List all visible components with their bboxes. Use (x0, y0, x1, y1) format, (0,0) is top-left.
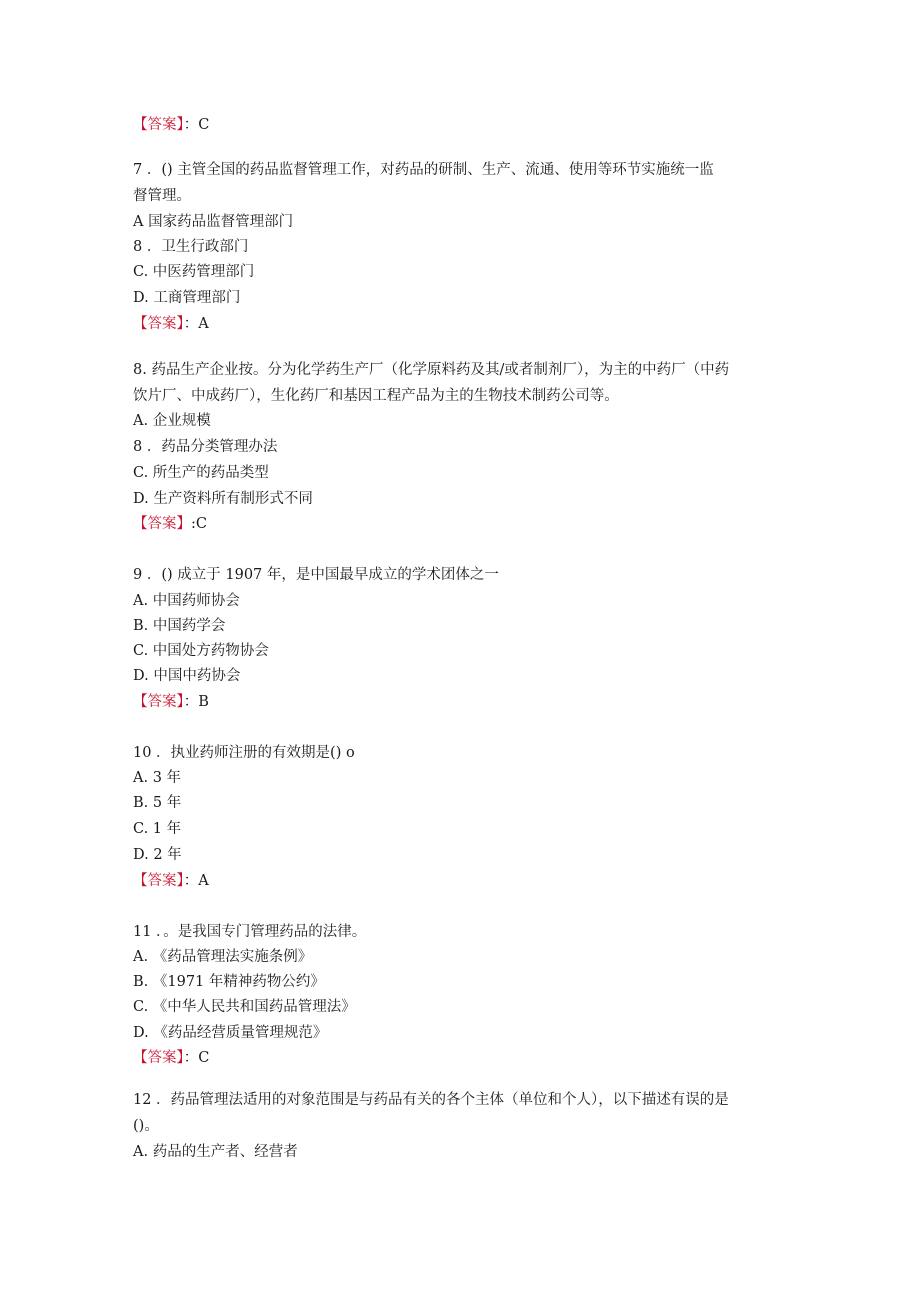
question-11-answer (133, 1048, 209, 1068)
question-11-text: 11 ．。是我国专门管理药品的法律。 (133, 924, 367, 940)
answer-label: 【答案】 (133, 694, 184, 710)
question-8-option-d: D. 生产资料所有制形式不同 (133, 491, 313, 507)
answer-value: ：B (183, 694, 209, 710)
answer-value: ：C (183, 1050, 210, 1066)
question-7-text: 7 ．() 主管全国的药品监督管理工作，对药品的研制、生产、流通、使用等环节实施统一监 (133, 162, 714, 178)
answer-value: ：C (183, 117, 210, 133)
question-7-option-c: C. 中医药管理部门 (133, 264, 255, 280)
question-7-option-a: A 国家药品监督管理部门 (133, 214, 294, 230)
answer-label: 【答案】 (133, 873, 184, 889)
question-8-text: 8. 药品生产企业按。分为化学药生产厂（化学原料药及其/或者制剂厂），为主的中药厂（中药 (133, 362, 730, 378)
answer-line (133, 115, 209, 135)
question-8-answer (133, 514, 207, 534)
question-9-text: 9 ．() 成立于 1907 年，是中国最早成立的学术团体之一 (133, 567, 499, 583)
question-11-option-a: A. 《药品管理法实施条例》 (133, 949, 313, 965)
question-10-option-c: C. 1 年 (133, 821, 182, 837)
question-10-option-a: A. 3 年 (133, 770, 182, 786)
question-8-option-c: C. 所生产的药品类型 (133, 465, 269, 481)
question-8-text-cont: 饮片厂、中成药厂），生化药厂和基因工程产品为主的生物技术制药公司等。 (133, 388, 619, 404)
question-10-option-d: D. 2 年 (133, 847, 182, 863)
question-10-option-b: B. 5 年 (133, 795, 182, 811)
answer-label: 【答案】 (133, 1050, 184, 1066)
question-8-option-a: A. 企业规模 (133, 413, 211, 429)
answer-label: 【答案】 (133, 316, 184, 332)
question-11-option-c: C. 《中华人民共和国药品管理法》 (133, 999, 356, 1015)
question-10-answer (133, 871, 209, 891)
question-9-option-c: C. 中国处方药物协会 (133, 643, 269, 659)
answer-value: :C (191, 516, 207, 532)
question-11-option-b: B. 《1971 年精神药物公约》 (133, 974, 325, 990)
question-12-option-a: A. 药品的生产者、经营者 (133, 1144, 298, 1160)
question-9-option-d: D. 中国中药协会 (133, 668, 241, 684)
question-7-answer (133, 314, 209, 334)
answer-label: 【答案】 (133, 117, 184, 133)
question-7-text-cont: 督管理。 (133, 188, 191, 204)
question-11-option-d: D. 《药品经营质量管理规范》 (133, 1025, 328, 1041)
question-12-text-cont: ()。 (133, 1118, 159, 1134)
answer-label: 【答案】 (133, 516, 191, 532)
question-8-option-b: 8 ．药品分类管理办法 (133, 439, 278, 455)
question-7-option-b: 8 ．卫生行政部门 (133, 239, 249, 255)
answer-value: ：A (183, 316, 209, 332)
question-9-option-b: B. 中国药学会 (133, 618, 226, 634)
question-9-answer (133, 692, 209, 712)
question-7-option-d: D. 工商管理部门 (133, 290, 241, 306)
answer-value: ：A (183, 873, 209, 889)
question-12-text: 12 ．药品管理法适用的对象范围是与药品有关的各个主体（单位和个人），以下描述有误的是 (133, 1092, 729, 1108)
question-10-text: 10 ．执业药师注册的有效期是() o (133, 745, 355, 761)
question-9-option-a: A. 中国药师协会 (133, 593, 240, 609)
